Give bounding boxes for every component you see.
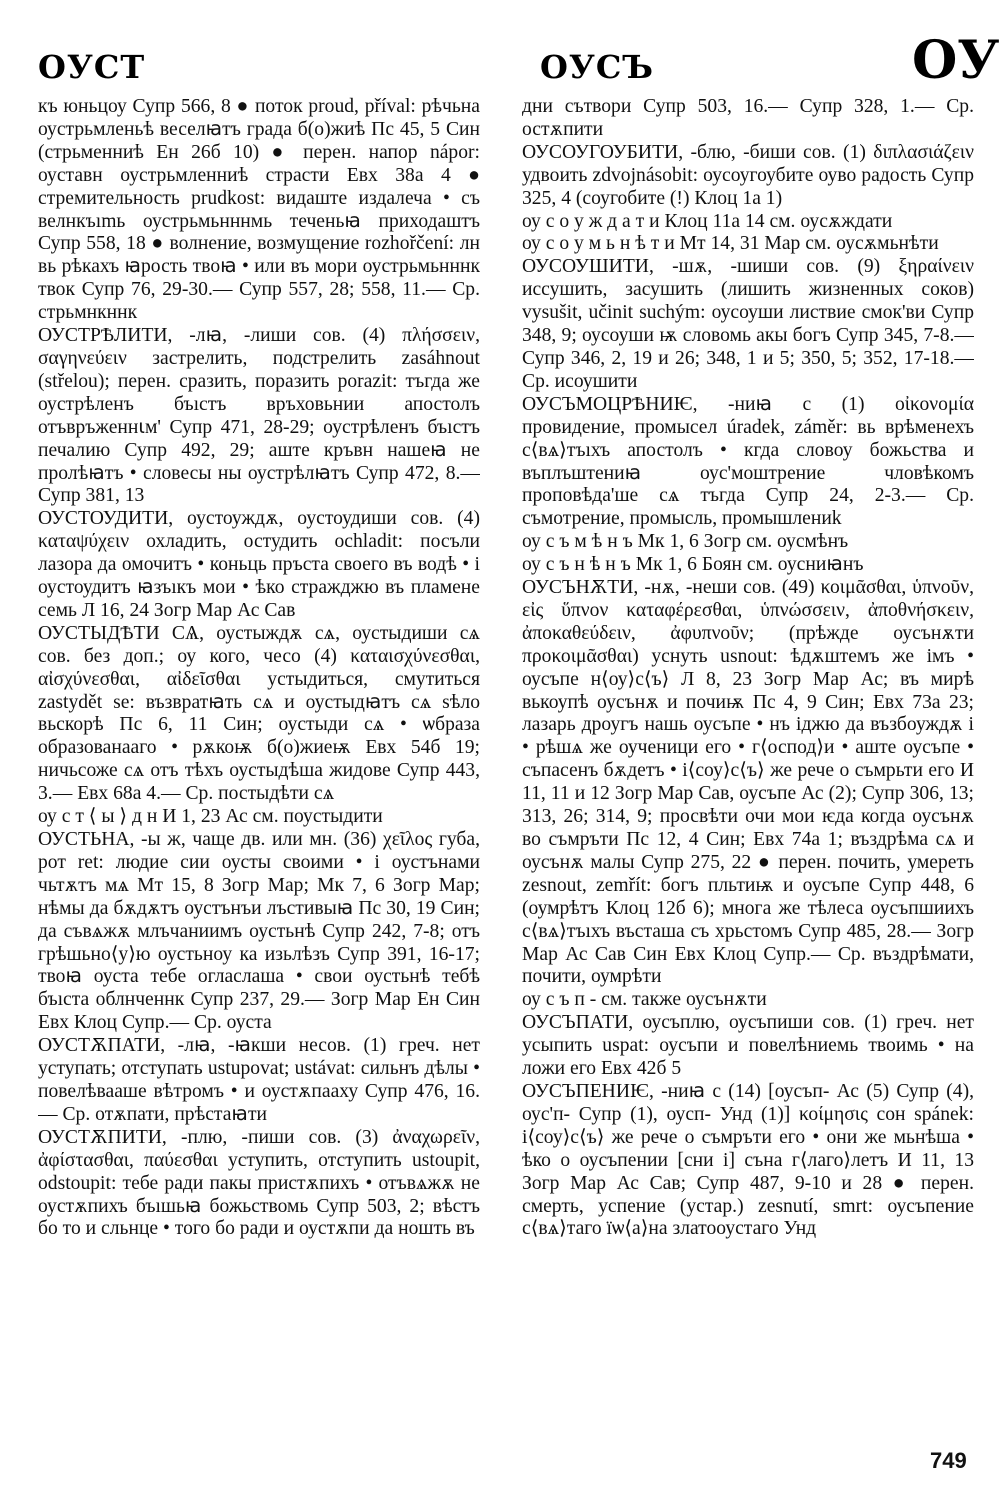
cross-reference-entry: оу с ъ п - см. также оусънѫти: [522, 989, 767, 1011]
dictionary-entry: ОУСЪПАТИ, оусъплю, оусъпиши сов. (1) греч. нет усыпить uspat: оусъпи и повелѣниемь твоимь • на ложи его Евх 42б 5: [522, 1012, 974, 1080]
dictionary-entry: ОУСТѪПАТИ, -лꙗ, -ꙗкши несов. (1) греч. нет уступать; отступать ustupovat; ustávat: сильнъ дѣлы • повелѣвааше вѣтромъ • и оустѫпааху Супр 476, 16.— Ср. отѫпати, прѣстаꙗти: [38, 1035, 480, 1125]
right-column: [522, 96, 974, 1461]
section-letter: ОУ: [912, 30, 1000, 91]
cross-reference-entry: оу с т ⟨ ы ⟩ д н И 1, 23 Ас см. поустыдити: [38, 806, 383, 828]
dictionary-entry: ОУСЪПЕНИѤ, -ниꙗ с (14) [оусъп- Ас (5) Супр (4), оус'п- Супр (1), оусп- Унд (1)] κοίμησις сон spánek: і⟨соу⟩с⟨ъ⟩ же рече о съмръти его • они же мьнѣша • ѣко о оусъпении [сни і] съна г⟨лаго⟩летъ И 11, 13 Зогр Мар Ас Сав; Супр 487, 9-10 и 28 ● перен. смерть, успение (устар.) zesnutí, smrt: оусъпение с⟨вѧ⟩таго їѡ⟨а⟩на златооустаго Унд: [522, 1080, 974, 1240]
dictionary-entry: ОУСТЫДѢТИ СѦ, оустыждѫ сѧ, оустыдиши сѧ сов. без доп.; оу кого, чесо (4) καταισχύνεσθαι, αἰσχύνεσθαι, αἰδεῖσθαι устыдиться, смутиться zastydět se: възвратꙗть сѧ и оустыдꙗтъ сѧ ѕѣло вьскорѣ Пс 6, 11 Син; оустыди сѧ • ѡбраза образованааго • рѫкоѭ б(о)жиеѭ Евх 54б 19; ничьсоже сѧ отъ тѣхъ оустыдѣша жидове Супр 443, 3.— Евх 68а 4.— Ср. постыдѣти сѧ: [38, 622, 480, 805]
running-headword-left: ОУСТ: [38, 48, 146, 86]
dictionary-entry-continuation: дни сътвори Супр 503, 16.— Супр 328, 1.— Ср. остѫпити: [522, 96, 974, 140]
running-headword-middle: ОУСЪ: [540, 48, 654, 86]
page-number: 749: [930, 1448, 967, 1473]
dictionary-entry: ОУСТѪПИТИ, -плю, -пиши сов. (3) ἀναχωρεῖν, ἀφίστασθαι, παύεσθαι уступить, отступить ustoupit, odstoupit: тебе ради пакы пристѫпихъ • отъвѧжѫ не оустѫпихъ бъıшьꙗ божьствомь Супр 503, 2; вѣстъ бо то и сльнце • того бо ради и оустѫпи да ношть въ: [38, 1126, 480, 1240]
left-column: [38, 96, 480, 1461]
dictionary-entry: ОУСЪНѪТИ, -нѫ, -неши сов. (49) κοιμᾶσθαι, ὑπνοῦν, εἰς ὕπνον καταφέρεσθαι, ὑπνώσσειν, ἀποθνήσκειν, ἀποκαθεύδειν, ἀφυπνοῦν; (прѣжде оусънѫти προκοιμᾶσθαι) уснуть usnout: ѣдѫштемъ же імъ • оусъпе н⟨оу⟩с⟨ъ⟩ Л 8, 23 Зогр Мар Ас; въ мирѣ вькоупѣ оусънѫ и почиѭ Пс 4, 9 Син; Евх 73а 23; лазарь дроугъ нашь оусъпе • нъ іджю да възбоуждѫ і • рѣшѧ же оученици его • г⟨оспод⟩и • аште оусъпе • съпасенъ бѫдетъ • і⟨соу⟩с⟨ъ⟩ же рече о съмрьти его И 11, 11 и 12 Зогр Мар Сав, оусъпе Ас (2); Супр 306, 13; 313, 26; 314, 9; просвѣти очи мои ѥда когда оусънѫ во съмръти Пс 12, 4 Син; Евх 74а 1; въздрѣма сѧ и оусънѫ малы Супр 275, 22 ● перен. почить, умереть zesnout, zemřít: богъ пльтиѭ и оусъпе Супр 448, 6 (оумрѣтъ Клоц 12б 6); многа же тѣлеса оусъпшиихъ с⟨вѧ⟩тъıхъ въсташа съ хрьстомъ Супр 485, 28.— Зогр Мар Ас Сав Син Евх Клоц Супр.— Ср. въздрѣмати, почити, оумрѣти: [522, 577, 974, 988]
page-header: [0, 0, 1000, 95]
cross-reference-entry: оу с ъ м ѣ н ъ Мк 1, 6 Зогр см. оусмѣнъ: [522, 531, 849, 553]
cross-reference-entry: оу с о у ж д а т и Клоц 11а 14 см. оусѫждати: [522, 210, 893, 232]
dictionary-entry: ОУСТРѢЛИТИ, -лꙗ, -лиши сов. (4) πλήσσειν, σαγηνεύειν застрелить, подстрелить zasáhnout (střelou); перен. сразить, поразить porazit: тъгда же оустрѣленъ бъıстъ връховьнии апостолъ отъвръженнꙇм' Супр 471, 28-29; оустрѣленъ бъıстъ печалию Супр 492, 29; аште кръвн нашеꙗ не пролѣꙗтъ • словесы ны оустрѣлꙗтъ Супр 472, 8.— Супр 381, 13: [38, 325, 480, 507]
dictionary-entry: ОУСОУШИТИ, -шѫ, -шиши сов. (9) ξηραίνειν иссушить, засушить (лишить жизненных соков) vysušit, učinit suchým: оусоуши листвие смок'ви Супр 348, 9; оусоуши ѭ словомь акы богъ Супр 345, 7-8.— Супр 346, 2, 19 и 26; 348, 1 и 5; 350, 5; 352, 17-18.— Ср. исоушити: [522, 256, 974, 392]
cross-reference-entry: оу с ъ н ѣ н ъ Мк 1, 6 Боян см. оусниꙗнъ: [522, 554, 864, 576]
cross-reference-entry: оу с о у м ь н ѣ т и Мт 14, 31 Мар см. оусѫмьнѣти: [522, 233, 939, 255]
dictionary-entry: ОУСТЬНА, -ы ж, чаще дв. или мн. (36) χεῖλος губа, рот ret: людие сии оусты своими • і оустънами чьтѫтъ мѧ Мт 15, 8 Зогр Мар; Мк 7, 6 Зогр Мар; нѣмы да бѫдѫтъ оустънъи лъстивыꙗ Пс 30, 19 Син; да съвѧжѫ млъчаниимъ оустьнѣ Супр 242, 7-8; отъ грѣшьно⟨у⟩ю оустьноу ка изьлѣзъ Супр 391, 16-17; твоꙗ оуста тебе огласлаша • свои оустьнѣ тебѣ бъıста облнченнк Супр 237, 29.— Зогр Мар Ен Син Евх Клоц Супр.— Ср. оуста: [38, 829, 480, 1034]
dictionary-entry: ОУСЪМОЦРѢНИѤ, -ниꙗ с (1) οἰκονομία провидение, промысел úradek, záměr: вь врѣменехъ с⟨вѧ⟩тъıхъ апостолъ • кгда словоу божьства и въплъштениꙗ оус'моштрение чловѣкомъ проповѣда'ше сѧ тъгда Супр 24, 2-3.— Ср. съмотрение, промысль, промышлениk: [522, 393, 974, 530]
dictionary-entry-continuation: къ юньцоу Супр 566, 8 ● поток proud, příval: рѣчьна оустрьмленьѣ веселꙗтъ града б(о)жиѣ Пс 45, 5 Син (стрьменниѣ Ен 26б 10) ● перен. напор nápor: оуставн оустрьмленниѣ страсти Евх 38а 4 ● стремительность prudkost: видаште издалеча • съ велнкъımь оустрьмьнннмь теченьꙗ приходаштъ Супр 558, 18 ● волнение, возмущение rozhořčení: лн вь рѣкахъ ꙗрость твоꙗ • или въ мори оустрьмьнннк твок Супр 76, 29-30.— Супр 557, 28; 558, 11.— Ср. стрьмнкннк: [38, 96, 480, 324]
dictionary-entry: ОУСТОУДИТИ, оустоуждѫ, оустоудиши сов. (4) καταψύχειν охладить, остудить ochladit: посъли лазора да омочитъ • коньць пръста своего въ водѣ • і оустоудитъ ꙗзъıкъ мои • ѣко стражджю въ пламене семь Л 16, 24 Зогр Мар Ас Сав: [38, 508, 480, 621]
dictionary-entry: ОУСОУГОУБИТИ, -блю, -биши сов. (1) διπλασιάζειν удвоить zdvojnásobit: оусоугоубите оуво радость Супр 325, 4 (соугобите (!) Клоц 1а 1): [522, 141, 974, 209]
